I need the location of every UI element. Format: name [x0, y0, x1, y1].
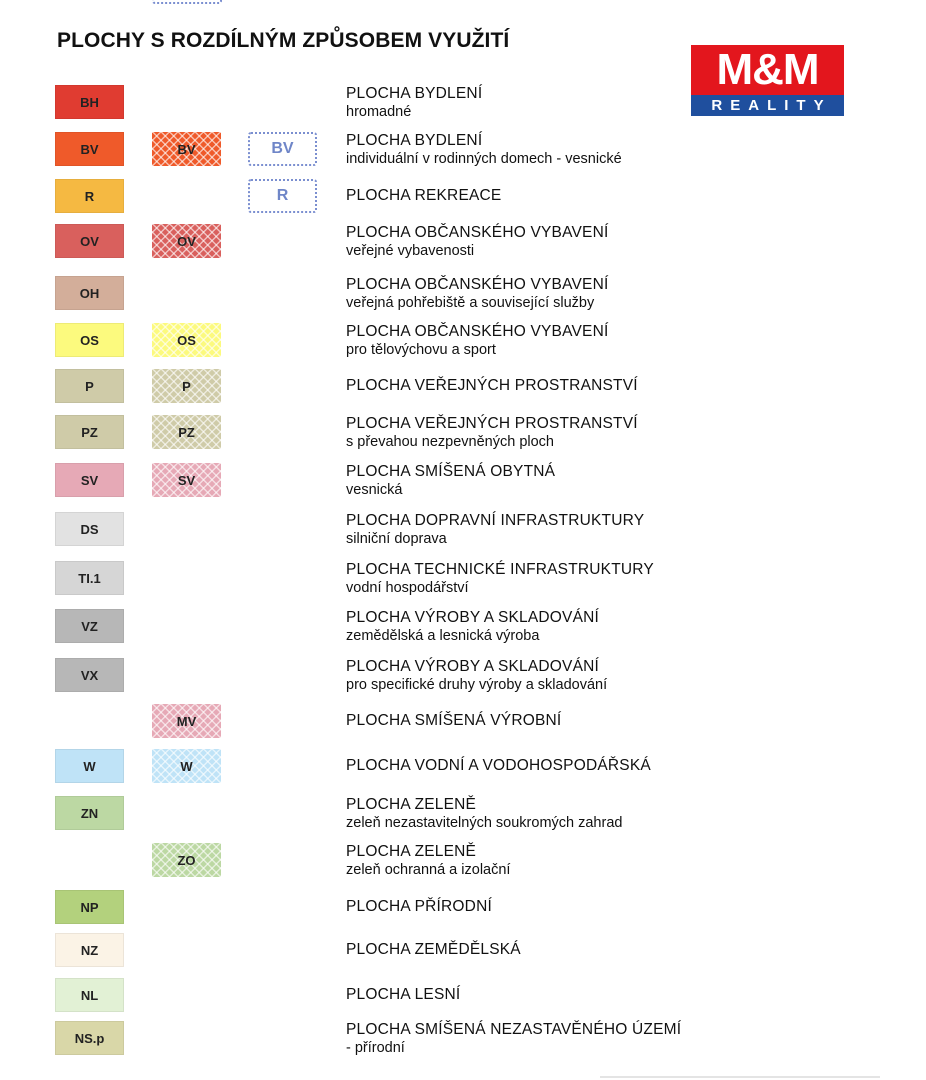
legend-text: [346, 756, 651, 775]
page-title: PLOCHY S ROZDÍLNÝM ZPŮSOBEM VYUŽITÍ: [57, 29, 510, 52]
legend-title: PLOCHA ZELENĚ: [346, 796, 477, 813]
legend-title: PLOCHA SMÍŠENÁ NEZASTAVĚNÉHO ÚZEMÍ: [346, 1021, 682, 1038]
legend-text: [346, 322, 608, 360]
legend-title: PLOCHA OBČANSKÉHO VYBAVENÍ: [346, 323, 609, 340]
swatch-hatched: BV: [152, 132, 221, 166]
legend-title: PLOCHA ZELENĚ: [346, 843, 477, 860]
legend-subtitle: veřejné vybavenosti: [346, 243, 475, 259]
legend-text: [346, 657, 607, 695]
swatch-solid: VZ: [55, 609, 124, 643]
legend-text: [346, 711, 561, 730]
swatch-hatched: SV: [152, 463, 221, 497]
swatch-hatched: PZ: [152, 415, 221, 449]
legend-subtitle: veřejná pohřebiště a související služby: [346, 295, 595, 311]
legend-title: PLOCHA SMÍŠENÁ VÝROBNÍ: [346, 712, 562, 729]
legend-title: PLOCHA DOPRAVNÍ INFRASTRUKTURY: [346, 512, 645, 529]
legend-text: [346, 186, 501, 205]
legend-text: [346, 511, 644, 549]
legend-text: [346, 1020, 681, 1058]
company-logo: [691, 45, 844, 116]
legend-subtitle: s převahou nezpevněných ploch: [346, 434, 554, 450]
swatch-solid: SV: [55, 463, 124, 497]
legend-subtitle: hromadné: [346, 104, 412, 120]
legend-subtitle: vesnická: [346, 482, 403, 498]
legend-subtitle: pro tělovýchovu a sport: [346, 342, 496, 358]
swatch-solid: TI.1: [55, 561, 124, 595]
legend-title: PLOCHA REKREACE: [346, 187, 502, 204]
legend-subtitle: silniční doprava: [346, 531, 447, 547]
legend-title: PLOCHA BYDLENÍ: [346, 85, 483, 102]
legend-subtitle: vodní hospodářství: [346, 580, 469, 596]
swatch-solid: W: [55, 749, 124, 783]
legend-text: [346, 376, 638, 395]
legend-text: [346, 462, 555, 500]
swatch-hatched: W: [152, 749, 221, 783]
legend-text: [346, 223, 608, 261]
legend-text: [346, 940, 521, 959]
legend-text: [346, 985, 460, 1004]
swatch-hatched: OS: [152, 323, 221, 357]
legend-title: PLOCHA TECHNICKÉ INFRASTRUKTURY: [346, 561, 654, 578]
legend-text: [346, 842, 510, 880]
legend-text: [346, 897, 492, 916]
swatch-solid: OH: [55, 276, 124, 310]
legend-title: PLOCHA ZEMĚDĚLSKÁ: [346, 941, 521, 958]
legend-text: [346, 795, 622, 833]
dotted-box-fragment: [152, 0, 222, 4]
swatch-solid: NS.p: [55, 1021, 124, 1055]
swatch-hatched: ZO: [152, 843, 221, 877]
legend-title: PLOCHA VEŘEJNÝCH PROSTRANSTVÍ: [346, 377, 638, 394]
swatch-hatched: MV: [152, 704, 221, 738]
legend-subtitle: zeleň nezastavitelných soukromých zahrad: [346, 815, 623, 831]
swatch-hatched: OV: [152, 224, 221, 258]
legend-title: PLOCHA OBČANSKÉHO VYBAVENÍ: [346, 224, 609, 241]
legend-text: [346, 560, 654, 598]
legend-title: PLOCHA SMÍŠENÁ OBYTNÁ: [346, 463, 556, 480]
swatch-solid: R: [55, 179, 124, 213]
legend-title: PLOCHA VÝROBY A SKLADOVÁNÍ: [346, 658, 600, 675]
swatch-solid: NZ: [55, 933, 124, 967]
swatch-solid: DS: [55, 512, 124, 546]
legend-title: PLOCHA BYDLENÍ: [346, 132, 483, 149]
divider: [600, 1076, 880, 1078]
legend-title: PLOCHA LESNÍ: [346, 986, 461, 1003]
swatch-solid: BV: [55, 132, 124, 166]
legend-title: PLOCHA VEŘEJNÝCH PROSTRANSTVÍ: [346, 415, 638, 432]
legend-text: [346, 414, 638, 452]
legend-subtitle: zeleň ochranná a izolační: [346, 862, 511, 878]
swatch-solid: NL: [55, 978, 124, 1012]
legend-title: PLOCHA VODNÍ A VODOHOSPODÁŘSKÁ: [346, 757, 651, 774]
swatch-solid: P: [55, 369, 124, 403]
legend-subtitle: - přírodní: [346, 1040, 405, 1056]
swatch-solid: PZ: [55, 415, 124, 449]
legend-text: [346, 131, 622, 169]
legend-title: PLOCHA VÝROBY A SKLADOVÁNÍ: [346, 609, 600, 626]
swatch-solid: OS: [55, 323, 124, 357]
legend-title: PLOCHA OBČANSKÉHO VYBAVENÍ: [346, 276, 609, 293]
legend-subtitle: zemědělská a lesnická výroba: [346, 628, 540, 644]
swatch-solid: OV: [55, 224, 124, 258]
swatch-dotted: BV: [248, 132, 317, 166]
legend-text: [346, 275, 608, 313]
logo-sub: REALITY: [691, 95, 844, 116]
swatch-solid: VX: [55, 658, 124, 692]
legend-text: [346, 84, 482, 122]
legend-subtitle: pro specifické druhy výroby a skladování: [346, 677, 608, 693]
legend-title: PLOCHA PŘÍRODNÍ: [346, 898, 492, 915]
swatch-solid: ZN: [55, 796, 124, 830]
swatch-solid: BH: [55, 85, 124, 119]
swatch-hatched: P: [152, 369, 221, 403]
legend-subtitle: individuální v rodinných domech - vesnické: [346, 151, 622, 167]
logo-brand: M&M: [691, 45, 844, 95]
swatch-solid: NP: [55, 890, 124, 924]
legend-text: [346, 608, 599, 646]
swatch-dotted: R: [248, 179, 317, 213]
